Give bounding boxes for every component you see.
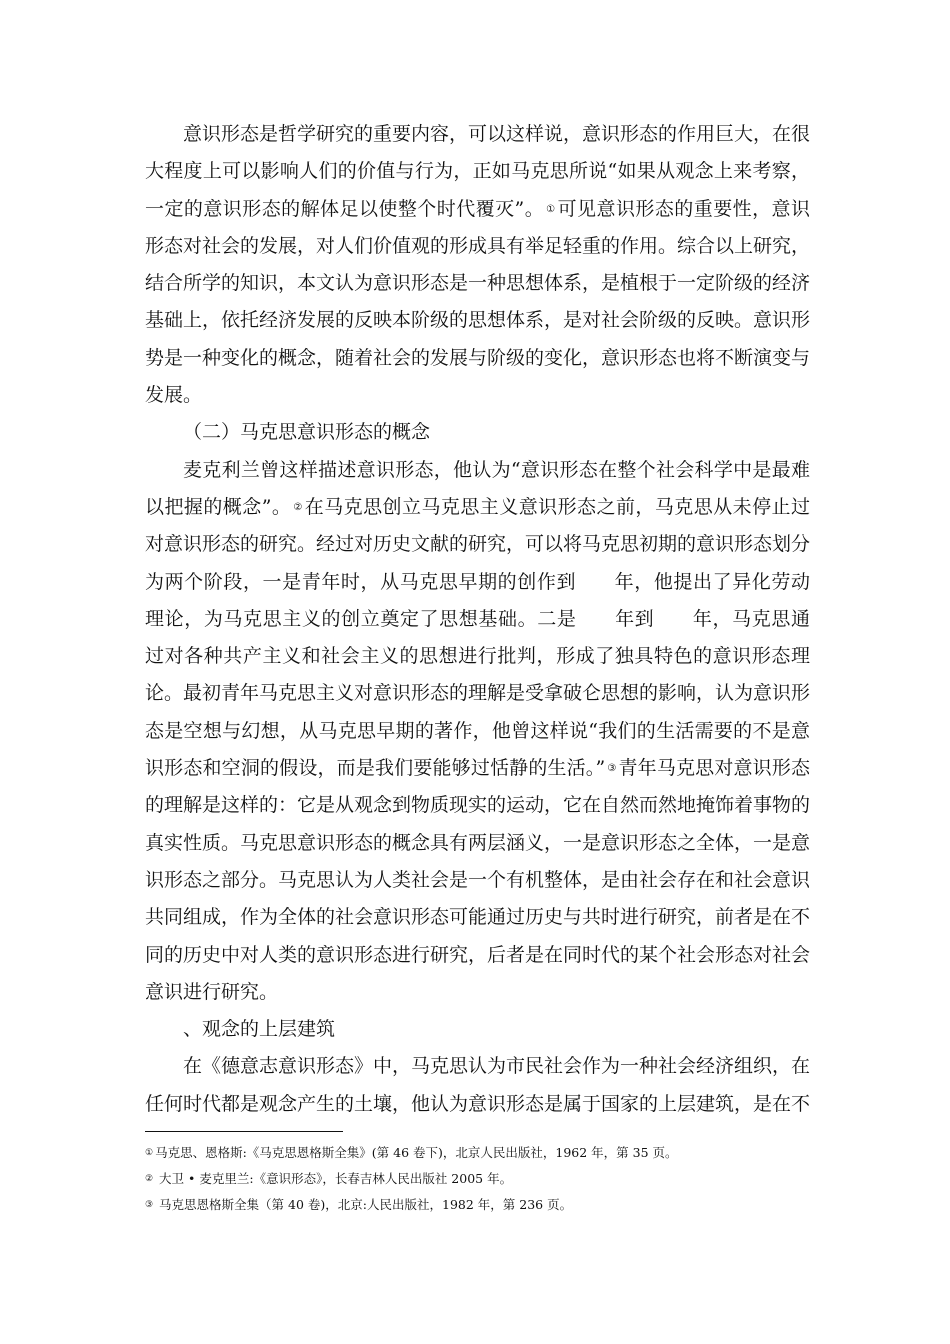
body-text (145, 116, 810, 1123)
paragraph-text: 意识形态是哲学研究的重要内容，可以这样说，意识形态的作用巨大，在很大程度上可以影响人们的价值与行为，正如马克思所说“如果从观念上来考察，一定的意识形态的解体足以使整个时代覆灭”。 (145, 123, 811, 220)
paragraph-text: 年，他提出了异化劳动理论，为马克思主义的创立奠定了思想基础。二是 (145, 570, 810, 630)
footnote-text: 大卫 • 麦克里兰:《意识形态》，长春吉林人民出版社 2005 年。 (155, 1171, 513, 1186)
footnotes (145, 1140, 810, 1218)
paragraph-text: 麦克利兰曾这样描述意识形态，他认为“意识形态在整个社会科学中是最难以把握的概念”。 (145, 458, 810, 518)
footnote-ref-3[interactable]: ③ (607, 763, 617, 775)
footnote-text: 马克思、恩格斯:《马克思恩格斯全集》(第 46 卷下)，北京人民出版社，1962 年，第 35 页。 (155, 1145, 678, 1160)
footnote-3 (145, 1192, 810, 1218)
footnote-2 (145, 1166, 810, 1192)
footnote-mark: ② (145, 1174, 154, 1184)
footnote-divider (145, 1131, 343, 1132)
paragraph-ideology-importance (145, 116, 810, 414)
subsection-heading-superstructure: 、观念的上层建筑 (183, 1018, 336, 1041)
footnote-1 (145, 1140, 810, 1166)
paragraph-german-ideology: 在《德意志意识形态》中，马克思认为市民社会作为一种社会经济组织，在任何时代都是观念产生的土壤，他认为意识形态是属于国家的上层建筑，是在不 (145, 1055, 811, 1115)
paragraph-text: 年到 (614, 607, 655, 630)
paragraph-text: 可见意识形态的重要性，意识形态对社会的发展，对人们价值观的形成具有举足轻重的作用。综合以上研究，结合所学的知识，本文认为意识形态是一种思想体系，是植根于一定阶级的经济基础上，依托经济发展的反映本阶级的思想体系，是对社会阶级的反映。意识形势是一种变化的概念，随着社会的发展与阶级的变化，意识形态也将不断演变与发展。 (145, 197, 811, 407)
footnote-ref-2[interactable]: ② (293, 501, 303, 513)
footnote-ref-1[interactable]: ① (546, 203, 556, 215)
section-heading-marx-ideology-concept: （二）马克思意识形态的概念 (183, 421, 431, 444)
paragraph-marx-concept (145, 452, 810, 1011)
paragraph-text: 青年马克思对意识形态的理解是这样的：它是从观念到物质现实的运动，它在自然而然地掩饰着事物的真实性质。马克思意识形态的概念具有两层涵义，一是意识形态之全体，一是意识形态之部分。马克思认为人类社会是一个有机整体，是由社会存在和社会意识共同组成，作为全体的社会意识形态可能通过历史与共时进行研究，前者是在不同的历史中对人类的意识形态进行研究，后者是在同时代的某个社会形态对社会意识进行研究。 (145, 757, 811, 1003)
footnote-mark: ① (145, 1148, 154, 1158)
paragraph-text: 年，马克思通过对各种共产主义和社会主义的思想进行批判，形成了独具特色的意识形态理论。最初青年马克思主义对意识形态的理解是受拿破仑思想的影响，认为意识形态是空想与幻想，从马克思早期的著作，他曾这样说“我们的生活需要的不是意识形态和空洞的假设，而是我们要能够过恬静的生活。” (145, 607, 811, 780)
paragraph-text: 在马克思创立马克思主义意识形态之前，马克思从未停止过对意识形态的研究。经过对历史文献的研究，可以将马克思初期的意识形态划分为两个阶段，一是青年时，从马克思早期的创作到 (145, 495, 811, 593)
footnote-mark: ③ (145, 1200, 154, 1210)
footnote-text: 马克思恩格斯全集（第 40 卷)，北京:人民出版社，1982 年，第 236 页。 (155, 1197, 573, 1212)
